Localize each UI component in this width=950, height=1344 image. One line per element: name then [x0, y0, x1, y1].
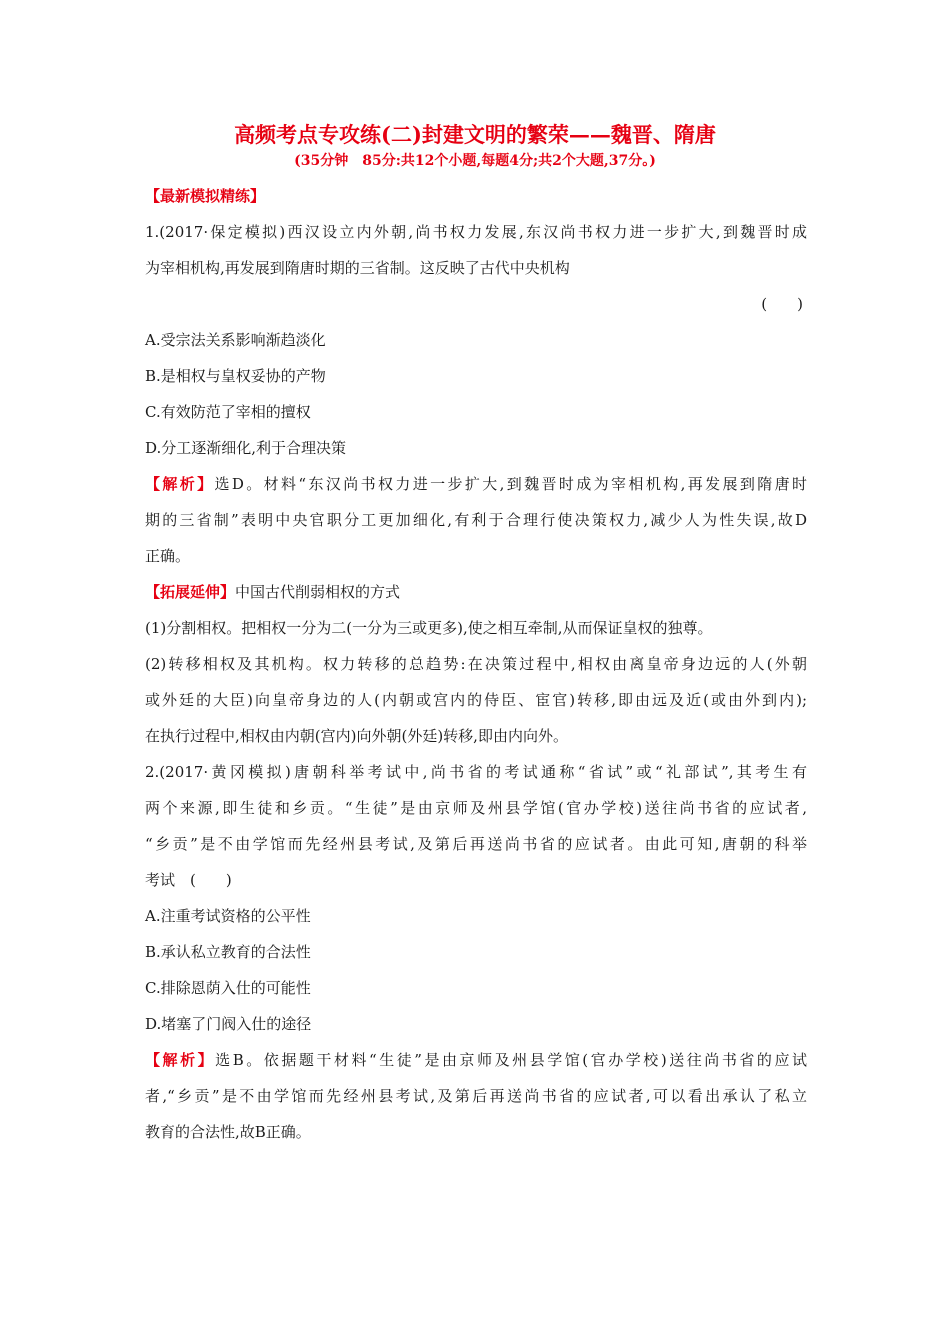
q2-stem-line-2: 两个来源,即生徒和乡贡。“生徒”是由京师及州县学馆(官办学校)送往尚书省的应试者, — [145, 799, 807, 817]
q2-option-c: C.排除恩荫入仕的可能性 — [145, 979, 311, 997]
extension-point-2-line-1: (2)转移相权及其机构。权力转移的总趋势:在决策过程中,相权由离皇帝身边远的人(外朝 — [145, 655, 807, 673]
section-label: 【最新模拟精练】 — [145, 187, 266, 205]
q1-analysis-line-3: 正确。 — [145, 547, 191, 565]
q1-answer-bracket: ( ) — [761, 295, 803, 313]
page-title: 高频考点专攻练(二)封建文明的繁荣——魏晋、隋唐 — [234, 122, 716, 147]
q2-option-a: A.注重考试资格的公平性 — [145, 907, 311, 925]
q2-analysis-line-3: 教育的合法性,故B正确。 — [145, 1123, 311, 1141]
document-body — [145, 178, 807, 1150]
q2-stem-line-3: “乡贡”是不由学馆而先经州县考试,及第后再送尚书省的应试者。由此可知,唐朝的科举 — [145, 835, 807, 853]
q2-analysis — [145, 1042, 807, 1150]
q2-option-d: D.堵塞了门阀入仕的途径 — [145, 1015, 312, 1033]
extension-point-1: (1)分割相权。把相权一分为二(一分为三或更多),使之相互牵制,从而保证皇权的独尊。 — [145, 619, 713, 637]
q1-stem-line-2: 为宰相机构,再发展到隋唐时期的三省制。这反映了古代中央机构 — [145, 259, 570, 277]
extension-point-2-line-3: 在执行过程中,相权由内朝(宫内)向外朝(外廷)转移,即由内向外。 — [145, 727, 568, 745]
extension-title: 中国古代削弱相权的方式 — [235, 583, 401, 601]
q2-stem-line-1: 2.(2017·黄冈模拟)唐朝科举考试中,尚书省的考试通称“省试”或“礼部试”,其考生有 — [145, 763, 807, 781]
q1-analysis-line-1 — [145, 466, 807, 502]
q1-option-b: B.是相权与皇权妥协的产物 — [145, 367, 326, 385]
question-1 — [145, 214, 807, 754]
q2-analysis-line-1 — [145, 1042, 807, 1078]
q1-option-d: D.分工逐渐细化,利于合理决策 — [145, 439, 347, 457]
analysis-tag: 【解析】 — [145, 1051, 216, 1069]
q1-analysis-line-2: 期的三省制”表明中央官职分工更加细化,有利于合理行使决策权力,减少人为性失误,故D — [145, 511, 807, 529]
page-subtitle: (35分钟 85分:共12个小题,每题4分;共2个大题,37分。) — [294, 153, 656, 169]
q1-analysis-text-1: 选D。材料“东汉尚书权力进一步扩大,到魏晋时成为宰相机构,再发展到隋唐时 — [214, 475, 807, 493]
q1-stem-line-1: 1.(2017·保定模拟)西汉设立内外朝,尚书权力发展,东汉尚书权力进一步扩大,到魏晋时成 — [145, 223, 807, 241]
extension-tag: 【拓展延伸】 — [145, 583, 236, 601]
question-2 — [145, 754, 807, 1150]
q1-option-c: C.有效防范了宰相的擅权 — [145, 403, 311, 421]
q1-extension-heading — [145, 574, 807, 610]
q2-analysis-line-2: 者,“乡贡”是不由学馆而先经州县考试,及第后再送尚书省的应试者,可以看出承认了私立 — [145, 1087, 807, 1105]
q2-stem-line-4: 考试 ( ) — [145, 871, 232, 889]
analysis-tag: 【解析】 — [145, 475, 215, 493]
q2-analysis-text-1: 选B。依据题干材料“生徒”是由京师及州县学馆(官办学校)送往尚书省的应试 — [215, 1051, 807, 1069]
q1-extension — [145, 574, 807, 754]
extension-point-2-line-2: 或外廷的大臣)向皇帝身边的人(内朝或宫内的侍臣、宦官)转移,即由远及近(或由外到内); — [145, 691, 807, 709]
q2-option-b: B.承认私立教育的合法性 — [145, 943, 311, 961]
q1-option-a: A.受宗法关系影响渐趋淡化 — [145, 331, 326, 349]
q1-analysis — [145, 466, 807, 574]
